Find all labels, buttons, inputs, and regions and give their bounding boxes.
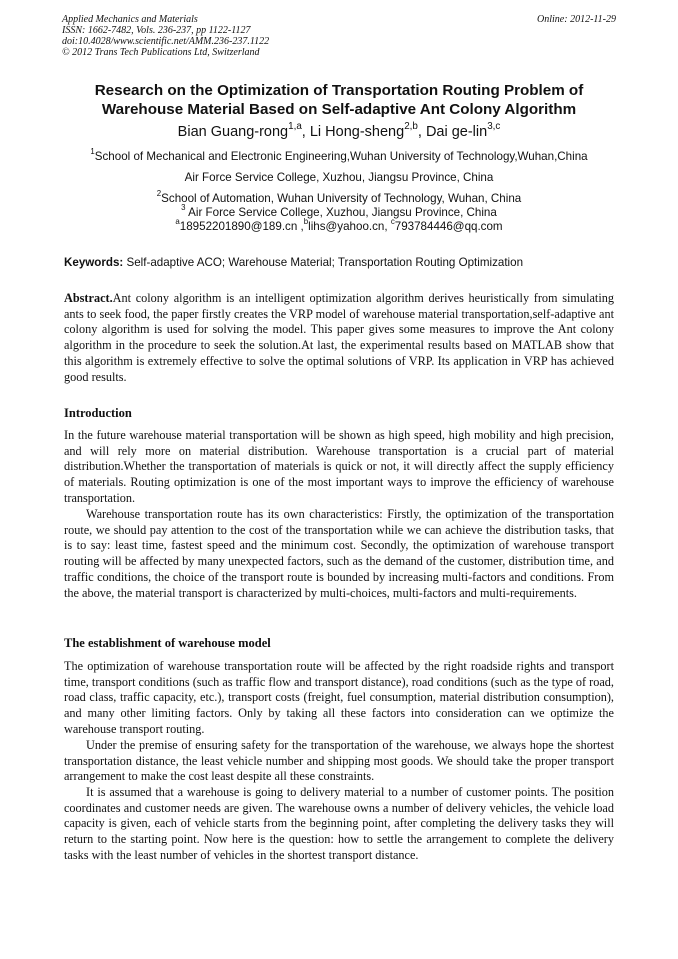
author-list: Bian Guang-rong$^{1,a}$, Li Hong-sheng$^{2,b}$, Dai ge-lin$^{3,c}$ [177, 121, 501, 140]
journal-header [62, 14, 616, 58]
doi-line: doi:10.4028/www.scientific.net/AMM.236-237.1122 [62, 36, 270, 47]
email-b-mark: b [303, 217, 309, 227]
affiliation-3 [40, 203, 638, 220]
email-b[interactable]: lihs@yahoo.cn [308, 220, 385, 233]
email-a-mark: a [175, 217, 180, 227]
author-1: Bian Guang-rong [177, 124, 289, 140]
email-c-mark: c [390, 217, 395, 227]
keywords-label: Keywords: [64, 256, 124, 269]
author-3-affil: 3,c [487, 121, 501, 133]
model-paragraph-3: It is assumed that a warehouse is going to delivery material to a number of customer points. The position coordinates and customer needs are given. The warehouse owns a number of delivery vehicles, the vehicle load capacity is given, each of vehicle starts from the beginning point, after completing the delivery tasks they will return to the starting point. Now here is the question: how to settle the arrangement to complete the delivery tasks with the least number of vehicles in the shortest transport distance. [64, 785, 614, 862]
affiliation-3-text: Air Force Service College, Xuzhou, Jiangsu Province, China [185, 206, 497, 219]
author-1-affil: 1,a [288, 121, 302, 133]
introduction-paragraph-1: In the future warehouse material transportation will be shown as high speed, high mobility and high precision, and will rely more on material distribution. Warehouse transportation is a crucial part of material distribution.Whether the transportation of materials is quick or not, it will directly affect the supply efficiency of materials. Routing optimization is one of the most important ways to improve the efficiency of warehouse transportation. [64, 428, 614, 505]
model-heading: The establishment of warehouse model [64, 636, 271, 650]
copyright-line: © 2012 Trans Tech Publications Ltd, Switzerland [62, 47, 260, 58]
author-3: Dai ge-lin [425, 124, 488, 140]
model-paragraph-1: The optimization of warehouse transportation route will be affected by the right roadside rights and transport time, transport conditions (such as traffic flow and transport distance), road conditions (such as the type of road, road class, traffic capacity, etc.), transport costs (freight, fuel consumption, material distribution consumption), and many other limiting factors. Only by taking all these factors into consideration can we optimize the warehouse transport routing. [64, 659, 614, 736]
introduction-heading: Introduction [64, 406, 132, 420]
keywords [64, 256, 618, 270]
affiliation-1 [40, 147, 638, 164]
affiliation-2-mark: 2 [156, 189, 162, 199]
affiliation-2 [40, 189, 638, 206]
abstract-label: Abstract. [64, 291, 113, 305]
online-date: Online: 2012-11-29 [537, 14, 616, 25]
affiliation-1b [40, 171, 638, 185]
affiliation-1-text: School of Mechanical and Electronic Engineering,Wuhan University of Technology,Wuhan,China [94, 150, 588, 163]
introduction-paragraph-2: Warehouse transportation route has its own characteristics: Firstly, the optimization of the transportation route, we should pay attention to the cost of the transportation while we can achieve the distribution tasks, that is to say: least time, fastest speed and the minimum cost. Secondly, the optimization of warehouse transport routing will be affected by many unexpected factors, such as the demand of the customer, distribution time, and traffic conditions, the choice of the transport route is bounded by increasing multi-factors and conditions. From the above, the material transport is characterized by multi-choices, multi-factors and multi-requirements. [64, 507, 614, 600]
affiliation-2-text: School of Automation, Wuhan University of Technology, Wuhan, China [161, 192, 522, 205]
abstract-text: Ant colony algorithm is an intelligent optimization algorithm derives heuristically from simulating ants to seek food, the paper firstly creates the VRP model of warehouse material transportation,self-adaptive ant colony algorithm is used for solving the model. This paper gives some measures to improve the Ant colony algorithm in the procedure to seek the solution.At last, the experimental results based on MATLAB show that this algorithm is extremely effective to solve the optimal solutions of VRP. Its application in VRP has achieved good results. [64, 291, 614, 384]
affiliation-3-mark: 3 [181, 203, 186, 213]
title-line-1: Research on the Optimization of Transportation Routing Problem of [94, 82, 584, 99]
abstract [64, 291, 614, 385]
model-paragraph-2: Under the premise of ensuring safety for the transportation of the warehouse, we always hope the shortest transportation distance, the least vehicle number and shipping most goods. We should take the proper transport arrangement to make the cost least despite all these constraints. [64, 738, 614, 784]
email-a[interactable]: 18952201890@189.cn [179, 220, 298, 233]
author-2: Li Hong-sheng [309, 124, 405, 140]
affiliation-1-mark: 1 [90, 147, 95, 157]
paper-title [50, 81, 628, 119]
email-c[interactable]: 793784446@qq.com [394, 220, 503, 233]
journal-name: Applied Mechanics and Materials [62, 14, 198, 25]
email-line: $^a$18952201890@189.cn ,$^b$lihs@yahoo.cn, $^c$793784446@qq.com [175, 217, 503, 233]
keywords-text: Self-adaptive ACO; Warehouse Material; Transportation Routing Optimization [123, 256, 524, 269]
title-line-2: Warehouse Material Based on Self-adaptive Ant Colony Algorithm [101, 101, 577, 118]
author-2-affil: 2,b [404, 121, 418, 133]
affiliation-1b-text: Air Force Service College, Xuzhou, Jiangsu Province, China [184, 171, 494, 184]
issn-line: ISSN: 1662-7482, Vols. 236-237, pp 1122-1127 [62, 25, 251, 36]
